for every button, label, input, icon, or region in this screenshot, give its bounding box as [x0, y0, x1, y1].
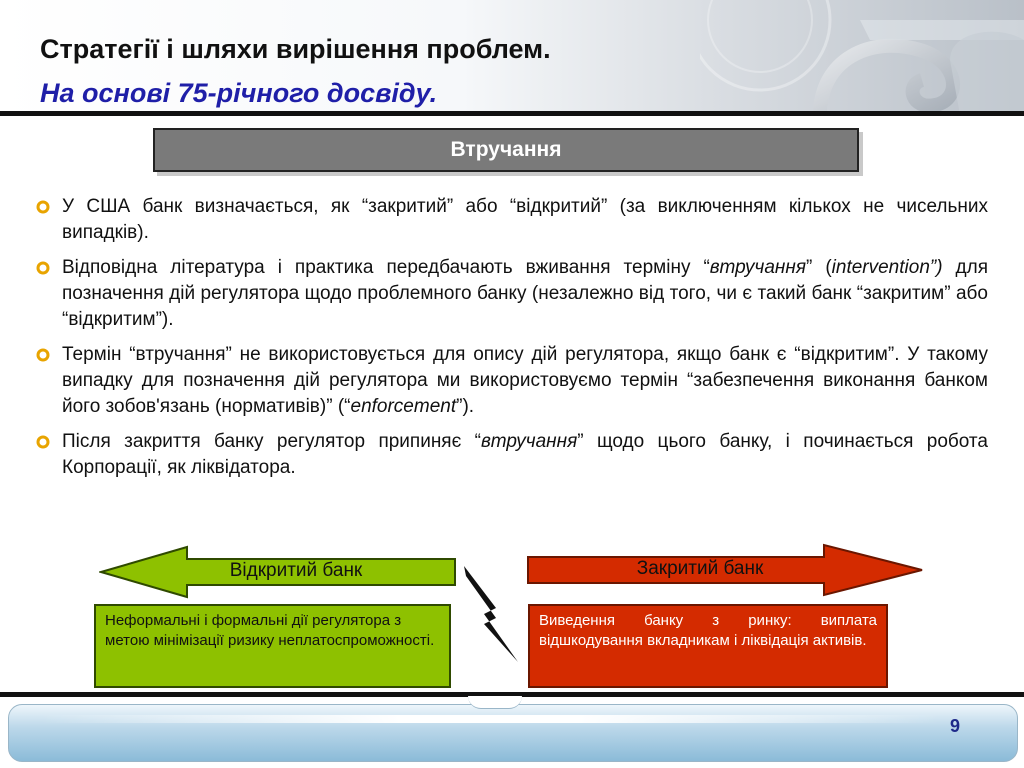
- open-bank-label: Відкритий банк: [229, 560, 363, 581]
- title-divider: [0, 111, 1024, 116]
- closed-bank-description: Виведення банку з ринку: виплата відшкодування вкладникам і ліквідація активів.: [528, 604, 888, 688]
- section-title: Втручання: [450, 138, 562, 161]
- bullet-item: Термін “втручання” не використовується для опису дій регулятора, якщо банк є “відкритим”. У такому випадку для позначення дій регулятора ми використовуємо термін “забезпечення виконання банком його зобов'язань (нормативів)” (“enforcement”).: [36, 342, 988, 420]
- page-title: Стратегії і шляхи вирішення проблем.: [40, 34, 551, 64]
- bullet-item: Після закриття банку регулятор припиняє “втручання” щодо цього банку, і починається робота Корпорації, як ліквідатора.: [36, 429, 988, 481]
- ring-bullet-icon: [36, 348, 50, 362]
- bullet-list: [36, 194, 988, 490]
- section-title-box: [153, 128, 859, 172]
- footer-notch: [468, 696, 522, 709]
- lightning-bolt-icon: [462, 562, 520, 664]
- bullet-item: У США банк визначається, як “закритий” або “відкритий” (за виключенням кількох не чисельних випадків).: [36, 194, 988, 246]
- closed-bank-label: Закритий банк: [636, 558, 764, 579]
- page-subtitle: На основі 75-річного досвіду.: [40, 78, 438, 108]
- ring-bullet-icon: [36, 435, 50, 449]
- bullet-item: Відповідна література і практика передбачають вживання терміну “втручання” (intervention”) для позначення дій регулятора щодо проблемного банку (незалежно від того, чи є такий банк “закритим” або “відкритим”).: [36, 255, 988, 333]
- ring-bullet-icon: [36, 200, 50, 214]
- ring-bullet-icon: [36, 261, 50, 275]
- open-bank-description: Неформальні і формальні дії регулятора з метою мінімізації ризику неплатоспроможності.: [94, 604, 451, 688]
- footer-bar: [8, 704, 1018, 762]
- footer-highlight: [40, 715, 940, 723]
- column-capital-decoration: [700, 0, 1024, 115]
- page-number: 9: [950, 716, 961, 736]
